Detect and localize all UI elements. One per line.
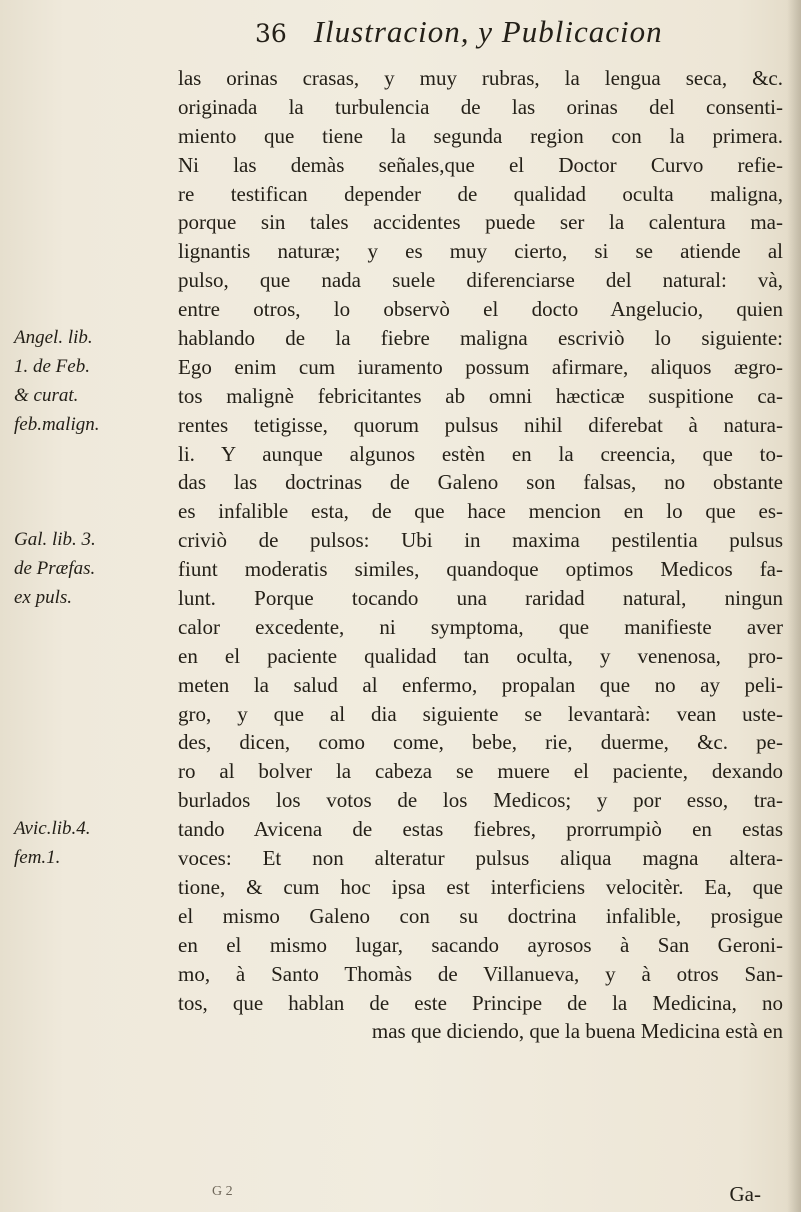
text-line: las orinas crasas, y muy rubras, la lengua seca, &c. [178,66,783,90]
text-line: Ego enim cum iuramento possum afirmare, aliquos ægro- [178,354,783,379]
page-edge-shadow [787,0,801,1212]
text-line: tos, que hablan de este Principe de la Medicina, no [178,990,783,1015]
text-line: rentes tetigisse, quorum pulsus nihil diferebat à natura- [178,412,783,437]
text-line: tos malignè febricitantes ab omni hæcticæ suspitione ca- [178,383,783,408]
text-line: en el mismo lugar, sacando ayrosos à San Geroni- [178,932,783,957]
text-line: voces: Et non alteratur pulsus aliqua magna altera- [178,846,783,871]
signature-mark: G 2 [212,1184,233,1199]
margin-note-line: Avic.lib.4. [14,818,91,840]
margin-note [14,526,179,613]
text-line: re testifican depender de qualidad oculta maligna, [178,181,783,206]
text-line: des, dicen, como come, bebe, rie, duerme, &c. pe- [178,730,783,755]
text-line: lunt. Porque tocando una raridad natural, ningun [178,586,783,611]
text-line: lignantis naturæ; y es muy cierto, si se atiende al [178,239,783,264]
margin-note-line: fem.1. [14,847,61,869]
text-line: criviò de pulsos: Ubi in maxima pestilentia pulsus [178,528,783,553]
text-line: meten la salud al enfermo, propalan que no ay peli- [178,672,783,697]
text-line: li. Y aunque algunos estèn en la creencia, que to- [178,441,783,466]
text-line: Ni las demàs señales,que el Doctor Curvo refie- [178,152,783,177]
text-line: mo, à Santo Thomàs de Villanueva, y à otros San- [178,961,783,986]
running-title: Ilustracion, y Publicacion [313,14,663,49]
margin-note-line: & curat. [14,384,79,406]
margin-note [14,815,179,873]
margin-note-line: Angel. lib. [14,327,93,349]
margin-note-line: de Præfas. [14,558,96,580]
body-text [178,64,783,1046]
text-line: burlados los votos de los Medicos; y por esso, tra- [178,788,783,813]
text-line: ro al bolver la cabeza se muere el paciente, dexando [178,759,783,784]
text-line: tione, & cum hoc ipsa est interficiens velocitèr. Ea, que [178,874,783,899]
margin-note-line: 1. de Feb. [14,356,90,377]
page-header [255,14,663,50]
text-line: entre otros, lo observò el docto Angelucio, quien [178,297,783,322]
text-line: gro, y que al dia siguiente se levantarà: vean uste- [178,701,783,726]
margin-note-line: ex puls. [14,587,73,609]
text-line: mas que diciendo, que la buena Medicina està en [371,1019,783,1044]
text-line: porque sin tales accidentes puede ser la calentura ma- [178,210,783,235]
text-line: miento que tiene la segunda region con la primera. [178,123,783,148]
text-line: el mismo Galeno con su doctrina infalible, prosigue [178,903,783,928]
page-number: 36 [255,19,287,48]
margin-note [14,324,179,440]
text-line: calor excedente, ni symptoma, que manifieste aver [178,614,783,639]
text-line: pulso, que nada suele diferenciarse del natural: và, [178,268,783,293]
text-line: en el paciente qualidad tan oculta, y venenosa, pro- [178,643,783,668]
text-line: tando Avicena de estas fiebres, prorrumpiò en estas [178,817,783,842]
text-line: hablando de la fiebre maligna escriviò lo siguiente: [178,326,783,351]
text-line: das las doctrinas de Galeno son falsas, no obstante [178,470,783,495]
text-line: fiunt moderatis similes, quandoque optimos Medicos fa- [178,557,783,582]
margin-note-line: Gal. lib. 3. [14,529,96,551]
catchword: Ga- [729,1182,761,1206]
text-line: originada la turbulencia de las orinas del consenti- [178,94,783,119]
text-line: es infalible esta, de que hace mencion en lo que es- [178,499,783,524]
margin-note-line: feb.malign. [14,413,100,435]
